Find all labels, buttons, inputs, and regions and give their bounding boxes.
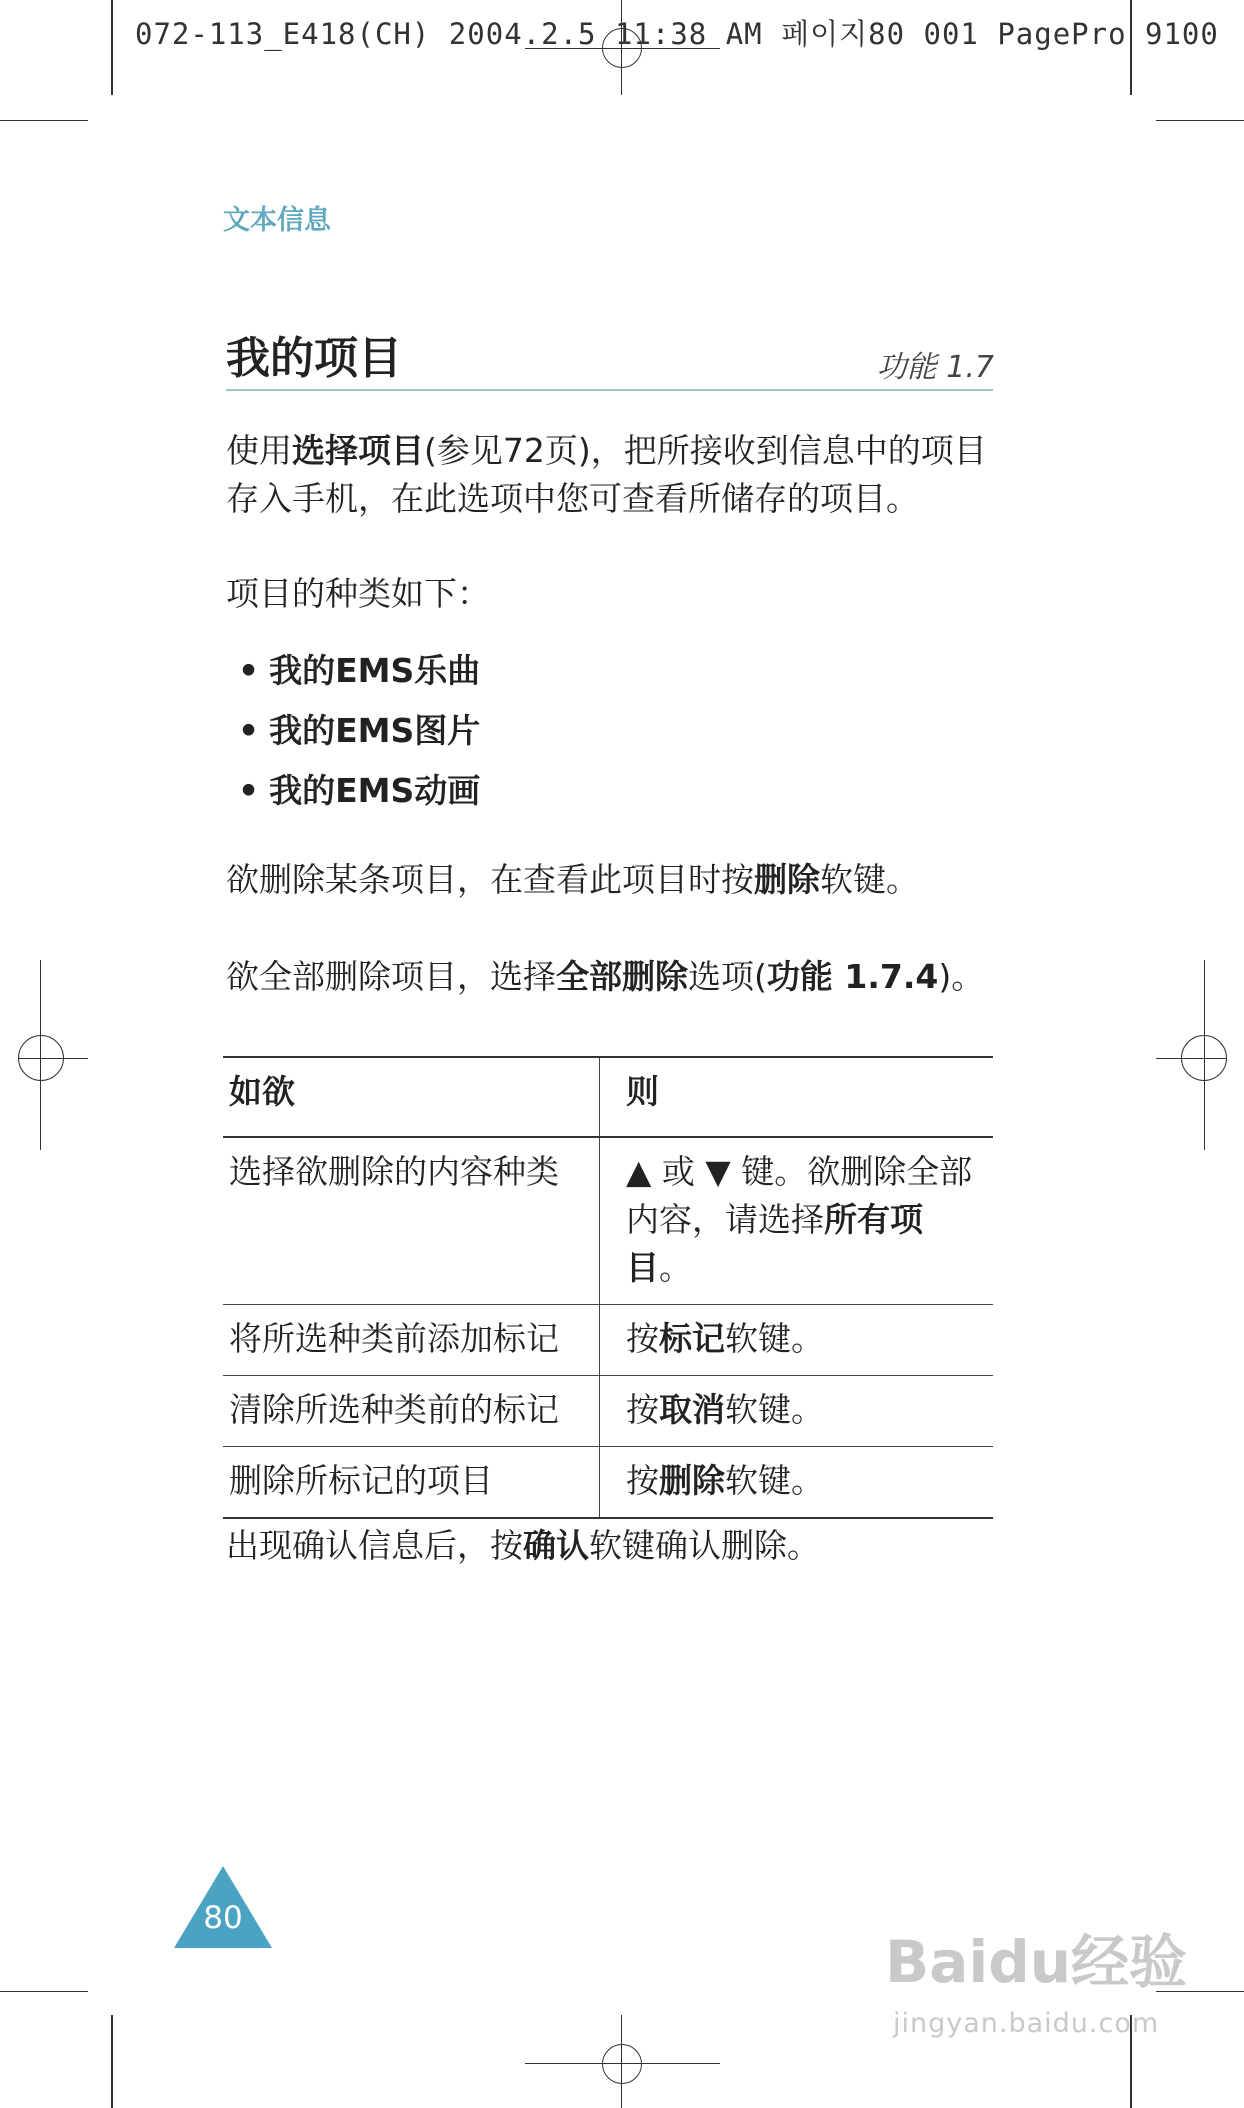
intro-paragraph [226, 427, 987, 523]
then-cell: 按删除软键。 [600, 1447, 994, 1519]
then-cell: 按标记软键。 [600, 1305, 994, 1376]
baidu-watermark: Baidu经验 [885, 1928, 1188, 1996]
section-label: 文本信息 [223, 205, 331, 236]
list-item: • 我的EMS动画 [238, 761, 480, 821]
select-item-term: 选择项目 [292, 431, 424, 470]
watermark-url: jingyan.baidu.com [893, 2008, 1160, 2039]
table-row [223, 1137, 993, 1305]
want-cell: 选择欲删除的内容种类 [223, 1137, 600, 1305]
list-item: • 我的EMS图片 [238, 701, 480, 761]
column-header-want: 如欲 [223, 1057, 600, 1137]
table-row [223, 1447, 993, 1519]
item-type-list [238, 641, 480, 821]
column-header-then: 则 [600, 1057, 994, 1137]
crop-mark [111, 0, 113, 95]
want-cell: 清除所选种类前的标记 [223, 1376, 600, 1447]
want-cell: 删除所标记的项目 [223, 1447, 600, 1519]
crop-mark [1156, 120, 1244, 121]
registration-mark [1181, 1035, 1227, 1081]
bullet-icon: • [238, 711, 260, 750]
table-header-row [223, 1057, 993, 1137]
page-number: 80 [203, 1900, 243, 1936]
confirm-instruction: 出现确认信息后，按确认软键确认删除。 [226, 1526, 820, 1565]
bullet-icon: • [238, 651, 260, 690]
key-action-table [223, 1056, 993, 1519]
table-row [223, 1305, 993, 1376]
then-cell: 按取消软键。 [600, 1376, 994, 1447]
types-intro: 项目的种类如下： [226, 574, 490, 613]
intro-line-1: 使用选择项目(参见72页)，把所接收到信息中的项目 [226, 431, 987, 470]
crop-mark [0, 1991, 88, 1992]
page-title: 我的项目 [226, 333, 402, 384]
bullet-icon: • [238, 771, 260, 810]
then-cell: ▲ 或 ▼ 键。欲删除全部 内容，请选择所有项目。 [600, 1137, 994, 1305]
print-slug: 072-113_E418(CH) 2004.2.5 11:38 AM 페이지80 001 PagePro 9100 [135, 17, 1219, 51]
registration-mark [602, 2044, 642, 2084]
want-cell: 将所选种类前添加标记 [223, 1305, 600, 1376]
crop-mark [111, 2015, 113, 2108]
function-reference: 功能 1.7 [876, 350, 994, 385]
registration-mark [18, 1035, 64, 1081]
delete-one-instruction: 欲删除某条项目，在查看此项目时按删除软键。 [226, 860, 919, 899]
title-divider [226, 389, 993, 391]
crop-mark [0, 120, 88, 121]
delete-all-instruction: 欲全部删除项目，选择全部删除选项(功能 1.7.4)。 [226, 957, 985, 996]
list-item: • 我的EMS乐曲 [238, 641, 480, 701]
intro-line-2: 存入手机，在此选项中您可查看所储存的项目。 [226, 479, 919, 518]
table-row [223, 1376, 993, 1447]
